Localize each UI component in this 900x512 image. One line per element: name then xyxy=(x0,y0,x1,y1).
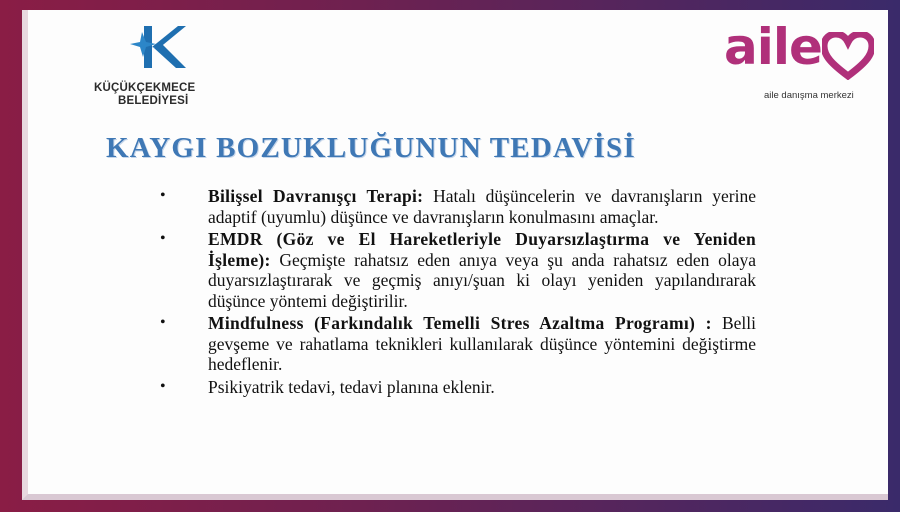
slide xyxy=(22,10,888,500)
municipality-name-line1: KÜÇÜKÇEKMECE xyxy=(94,82,196,94)
list-item xyxy=(156,377,756,398)
list-item xyxy=(156,313,756,375)
list-item xyxy=(156,229,756,311)
page-title: KAYGI BOZUKLUĞUNUN TEDAVİSİ xyxy=(106,132,636,164)
municipality-name-line2: BELEDİYESİ xyxy=(118,95,189,107)
aile-logo xyxy=(724,18,884,114)
item-heading: Mindfulness (Farkındalık Temelli Stres Azaltma Programı) : xyxy=(208,313,712,333)
star-k-icon xyxy=(126,22,190,72)
bullet: • xyxy=(160,230,166,247)
list-item xyxy=(156,186,756,227)
municipality-logo xyxy=(94,22,234,112)
bullet: • xyxy=(160,187,166,204)
item-text: Psikiyatrik tedavi, tedavi planına eklenir. xyxy=(208,376,495,397)
aile-logo-word: aile xyxy=(724,18,822,76)
heart-icon xyxy=(822,32,874,80)
item-heading: EMDR (Göz ve El Hareketleriyle Duyarsızlaştırma ve Yeniden İşleme): xyxy=(208,229,756,270)
item-text: Geçmişte rahatsız eden anıya veya şu anda rahatsız eden olaya duyarsızlaştırarak ve geçmiş anıyı/şuan ki olayı yeniden yapılandırarak düşünce yöntemi değiştirilir. xyxy=(208,249,756,311)
item-text: Hatalı düşüncelerin ve davranışların yerine adaptif (uyumlu) düşünce ve davranışların konulmasını amaçlar. xyxy=(208,186,756,227)
item-heading: Bilişsel Davranışçı Terapi: xyxy=(208,186,424,206)
aile-logo-subtitle: aile danışma merkezi xyxy=(764,90,854,101)
bullet: • xyxy=(160,377,166,395)
bullet: • xyxy=(160,314,166,331)
treatment-list xyxy=(156,186,756,399)
item-text: Belli gevşeme ve rahatlama teknikleri kullanılarak düşünce yöntemini değiştirme hedeflenir. xyxy=(208,313,756,374)
